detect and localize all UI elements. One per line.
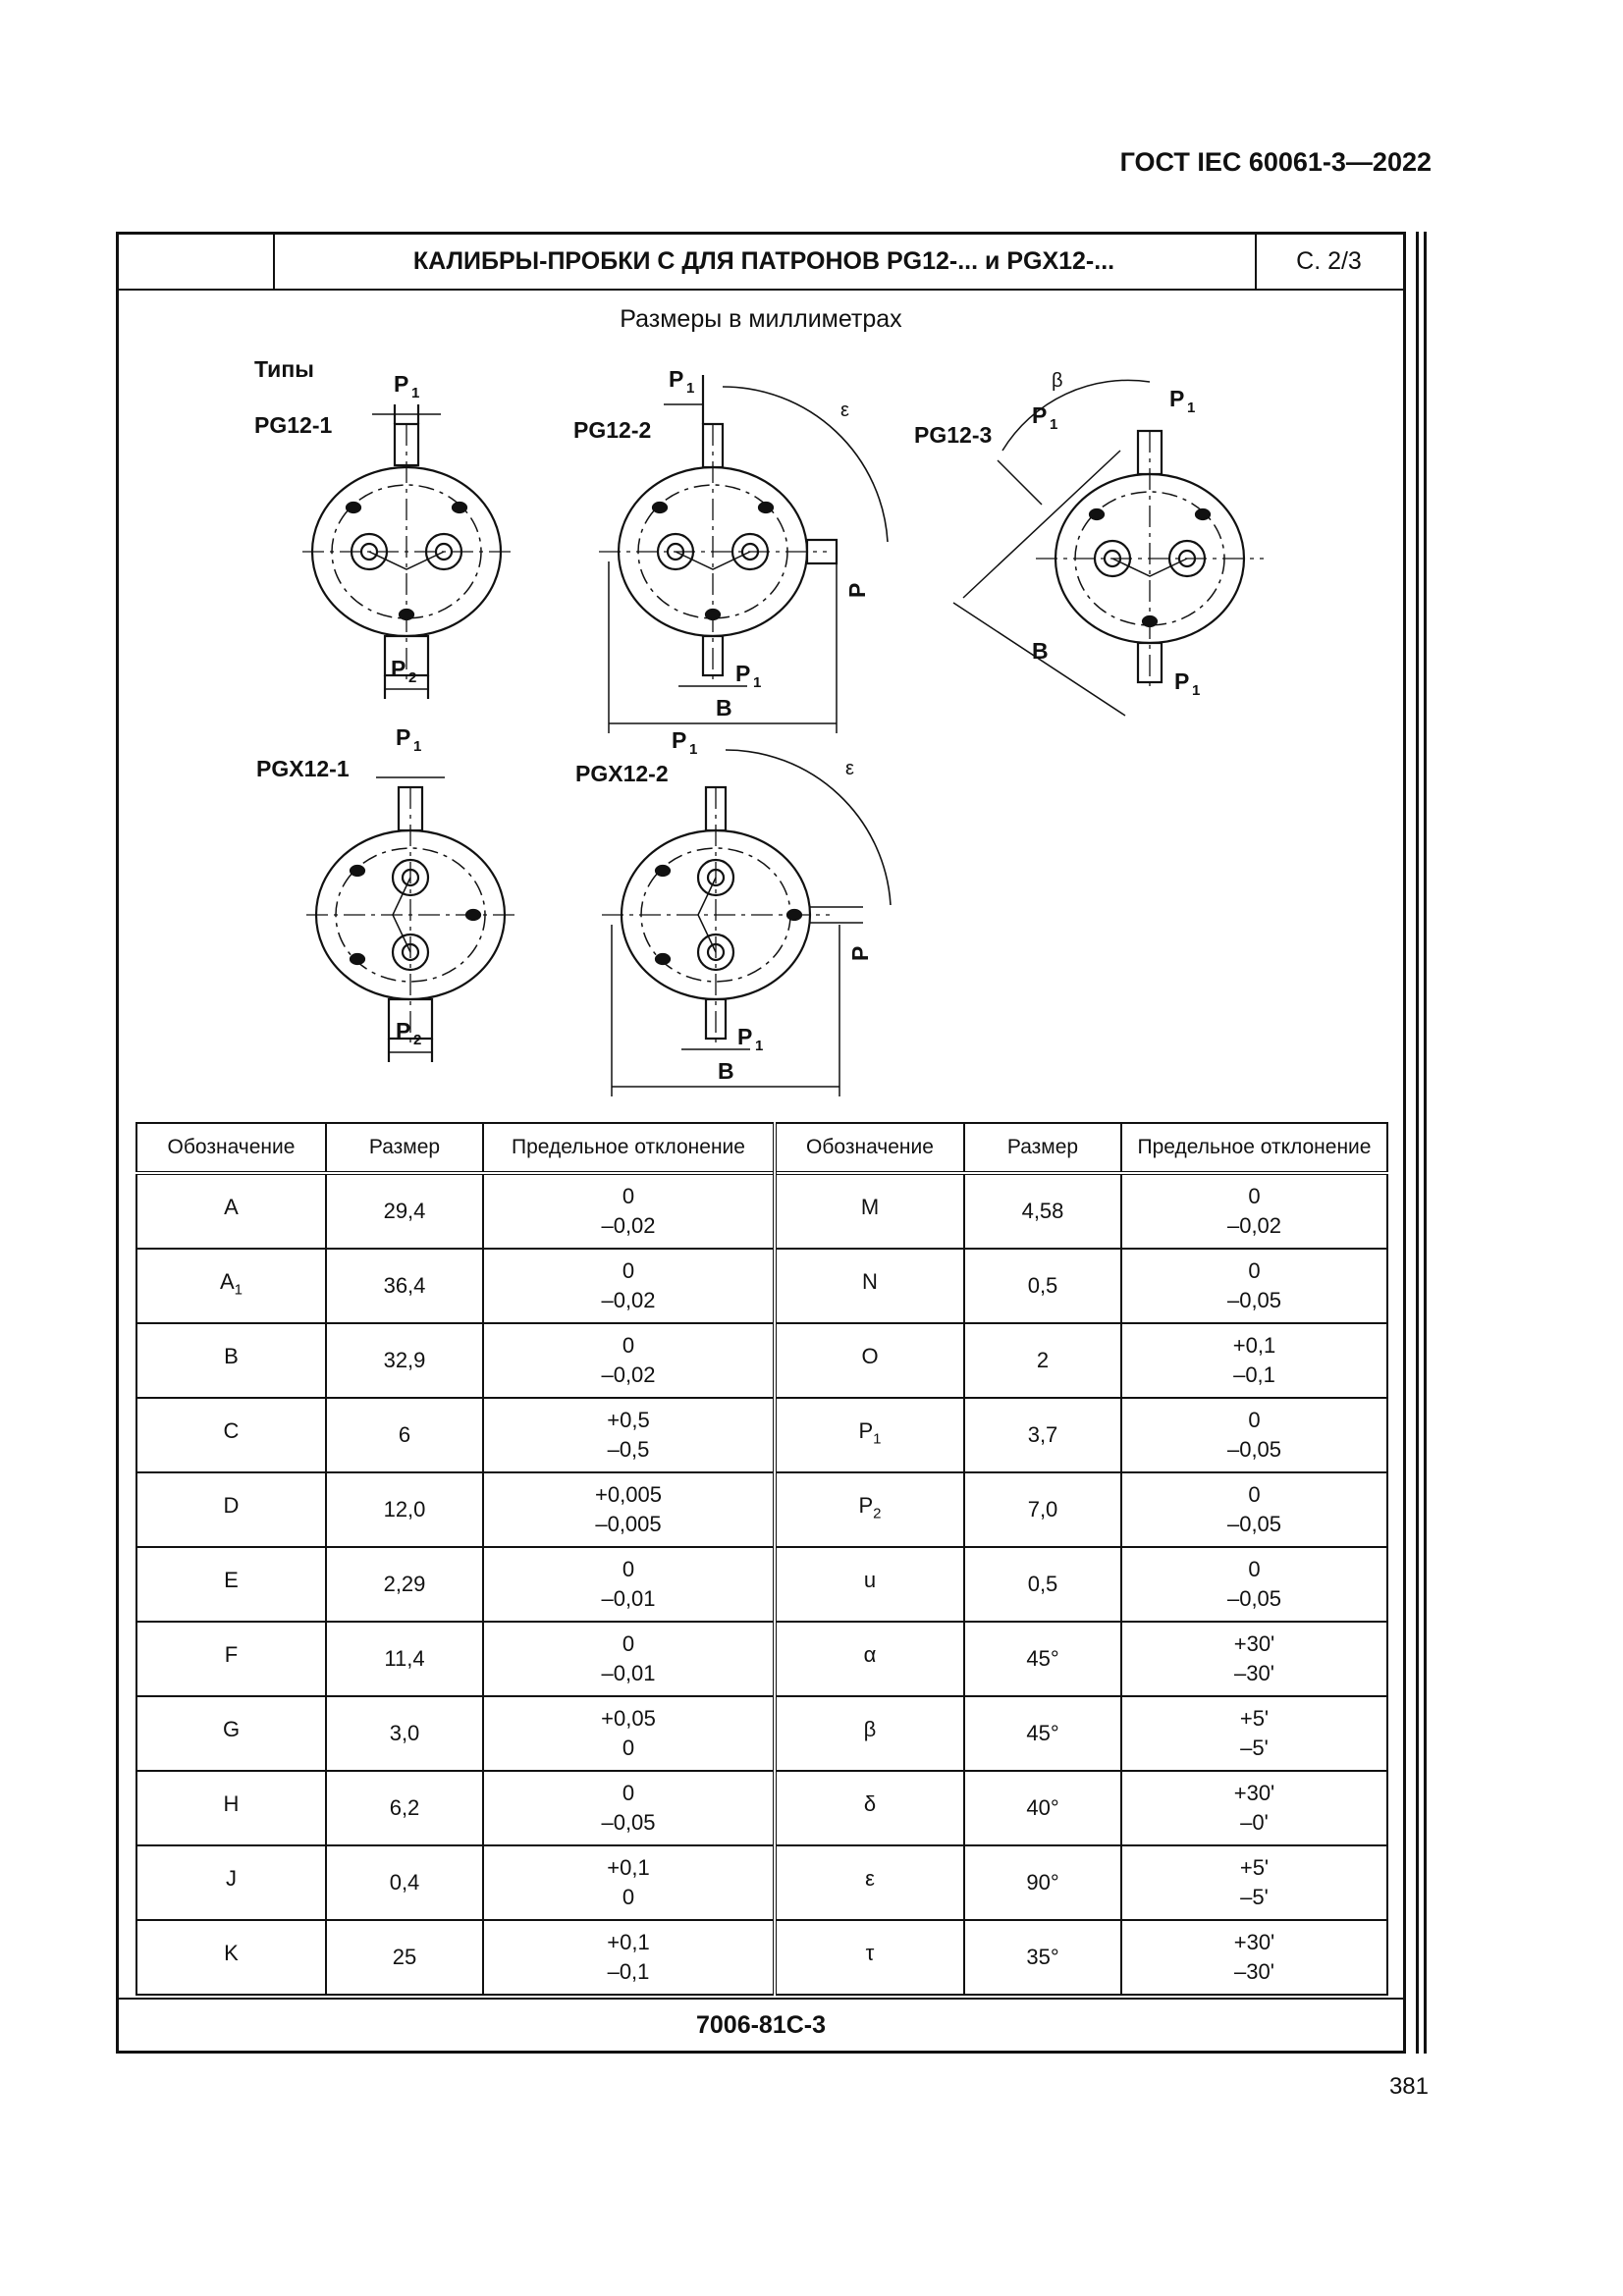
view-label: PGX12-2: [575, 761, 669, 786]
tolerance-upper: +0,1: [607, 1855, 650, 1880]
tolerance-lower: –0,02: [1226, 1213, 1282, 1238]
dim-subscript: 1: [755, 1038, 764, 1054]
sheet-title: КАЛИБРЫ-ПРОБКИ С ДЛЯ ПАТРОНОВ PG12-... и PGX12-...: [273, 235, 1257, 289]
tolerance-lower: 0: [622, 1735, 635, 1760]
margin-rule: [1416, 232, 1419, 2054]
cell-tolerance: [483, 1771, 775, 1845]
designation: E: [224, 1567, 239, 1592]
sheet-frame: [116, 232, 1406, 2054]
table-row: [136, 1323, 1387, 1398]
cell-size: 6: [326, 1398, 483, 1472]
cell-tolerance: [483, 1398, 775, 1472]
tolerance-lower: –0,5: [607, 1437, 650, 1462]
dim-subscript: 1: [1050, 416, 1058, 433]
cell-size: 0,5: [964, 1547, 1121, 1622]
cell-tolerance: [1121, 1547, 1387, 1622]
dim-label: P: [396, 724, 411, 750]
cell-designation: [775, 1622, 964, 1696]
designation: A: [224, 1194, 239, 1219]
column-header: Размер: [964, 1123, 1121, 1173]
cell-size: 12,0: [326, 1472, 483, 1547]
table-row: [136, 1249, 1387, 1323]
tolerance-upper: 0: [1248, 1184, 1261, 1208]
cell-designation: [775, 1547, 964, 1622]
designation: B: [224, 1343, 239, 1368]
tolerance-upper: +30': [1233, 1631, 1275, 1656]
table-row: [136, 1771, 1387, 1845]
dim-subscript: 2: [408, 669, 417, 686]
cell-designation: [136, 1547, 326, 1622]
document-code: ГОСТ IEC 60061-3—2022: [1119, 147, 1432, 177]
designation: G: [222, 1716, 241, 1741]
cell-designation: [136, 1323, 326, 1398]
cell-size: 3,7: [964, 1398, 1121, 1472]
designation-subscript: 1: [873, 1430, 882, 1448]
tolerance-upper: 0: [1248, 1557, 1261, 1581]
cell-designation: [136, 1398, 326, 1472]
tolerance-lower: –30': [1234, 1959, 1274, 1984]
cell-size: 0,4: [326, 1845, 483, 1920]
dim-label: P: [396, 1018, 411, 1043]
cell-size: 6,2: [326, 1771, 483, 1845]
dim-label: P: [1174, 668, 1190, 694]
dim-label: B: [1032, 638, 1049, 664]
cell-designation: [136, 1472, 326, 1547]
cell-size: 90°: [964, 1845, 1121, 1920]
column-header: Обозначение: [775, 1123, 964, 1173]
table-row: [136, 1472, 1387, 1547]
cell-tolerance: [483, 1323, 775, 1398]
designation: M: [860, 1194, 880, 1219]
table-row: [136, 1622, 1387, 1696]
dim-label: P: [391, 656, 406, 681]
tolerance-upper: +30': [1233, 1930, 1275, 1954]
column-header: Предельное отклонение: [483, 1123, 775, 1173]
dim-subscript: 2: [413, 1032, 422, 1048]
designation: K: [224, 1940, 239, 1965]
tolerance-lower: –0,05: [1226, 1437, 1282, 1462]
cell-designation: [775, 1920, 964, 1995]
sheet-footer-code: 7006-81C-3: [119, 1998, 1403, 2051]
view-label: PG12-1: [254, 412, 333, 438]
cell-tolerance: [483, 1472, 775, 1547]
designation: ε: [865, 1865, 875, 1891]
types-label: Типы: [254, 356, 314, 382]
cell-size: 2,29: [326, 1547, 483, 1622]
tolerance-lower: –0,02: [601, 1288, 656, 1312]
cell-size: 36,4: [326, 1249, 483, 1323]
dim-label: B: [718, 1058, 734, 1084]
cell-size: 4,58: [964, 1173, 1121, 1249]
cell-tolerance: [483, 1173, 775, 1249]
cell-designation: [775, 1845, 964, 1920]
cell-size: 2: [964, 1323, 1121, 1398]
cell-designation: [136, 1845, 326, 1920]
designation: F: [224, 1641, 239, 1667]
cell-tolerance: [483, 1622, 775, 1696]
dim-label: P: [1169, 386, 1185, 411]
designation: H: [223, 1790, 240, 1816]
designation-subscript: 1: [234, 1281, 243, 1299]
tolerance-upper: +0,1: [1232, 1333, 1276, 1358]
cell-tolerance: [1121, 1622, 1387, 1696]
cell-size: 0,5: [964, 1249, 1121, 1323]
table-row: [136, 1696, 1387, 1771]
tolerance-upper: +0,005: [595, 1482, 662, 1507]
tolerance-lower: –0,05: [1226, 1512, 1282, 1536]
sheet-header: [119, 235, 1403, 291]
sheet-page: С. 2/3: [1296, 247, 1362, 275]
dim-label: B: [716, 695, 732, 721]
cell-designation: [136, 1920, 326, 1995]
view-label: PG12-3: [914, 422, 993, 448]
designation: P: [858, 1492, 874, 1518]
angle-label: ε: [840, 400, 849, 421]
tolerance-lower: –0,01: [601, 1586, 656, 1611]
tolerance-upper: 0: [1248, 1258, 1261, 1283]
table-row: [136, 1920, 1387, 1995]
cell-designation: [136, 1771, 326, 1845]
tolerance-lower: –0,05: [1226, 1288, 1282, 1312]
tolerance-lower: –0,02: [601, 1213, 656, 1238]
cell-tolerance: [1121, 1696, 1387, 1771]
designation: O: [861, 1343, 879, 1368]
table-row: [136, 1398, 1387, 1472]
tolerance-lower: –0,05: [601, 1810, 656, 1835]
cell-tolerance: [1121, 1845, 1387, 1920]
view-label: PGX12-1: [256, 756, 350, 781]
table-row: [136, 1845, 1387, 1920]
cell-tolerance: [1121, 1920, 1387, 1995]
dim-label: P: [672, 727, 687, 753]
cell-designation: [136, 1249, 326, 1323]
cell-designation: [775, 1249, 964, 1323]
tolerance-upper: 0: [1248, 1408, 1261, 1432]
cell-tolerance: [483, 1547, 775, 1622]
tolerance-upper: +0,5: [607, 1408, 650, 1432]
cell-tolerance: [1121, 1249, 1387, 1323]
cell-designation: [775, 1696, 964, 1771]
designation: P: [858, 1417, 874, 1443]
tolerance-upper: 0: [622, 1258, 635, 1283]
table-header-row: [136, 1123, 1387, 1173]
tolerance-upper: +0,1: [607, 1930, 650, 1954]
designation: δ: [863, 1790, 877, 1816]
angle-label: ε: [845, 758, 854, 779]
tolerance-upper: 0: [622, 1184, 635, 1208]
designation: J: [226, 1865, 237, 1891]
tolerance-upper: +30': [1233, 1781, 1275, 1805]
tolerance-lower: –0,05: [1226, 1586, 1282, 1611]
page-number: 381: [1388, 2073, 1429, 2100]
cell-designation: [775, 1173, 964, 1249]
cell-tolerance: [1121, 1173, 1387, 1249]
dim-subscript: 1: [753, 674, 762, 691]
dim-subscript: 1: [1187, 400, 1196, 416]
cell-size: 45°: [964, 1696, 1121, 1771]
tolerance-lower: –5': [1240, 1885, 1269, 1909]
cell-size: 40°: [964, 1771, 1121, 1845]
tolerance-upper: +0,05: [601, 1706, 656, 1731]
column-header: Предельное отклонение: [1121, 1123, 1387, 1173]
dim-label: P: [669, 366, 684, 392]
cell-designation: [775, 1771, 964, 1845]
designation: τ: [865, 1940, 875, 1965]
cell-tolerance: [483, 1249, 775, 1323]
cell-size: 35°: [964, 1920, 1121, 1995]
designation: D: [223, 1492, 240, 1518]
cell-size: 3,0: [326, 1696, 483, 1771]
units-note: Размеры в миллиметрах: [620, 305, 902, 333]
dim-subscript: 1: [689, 741, 698, 758]
tolerance-lower: –30': [1234, 1661, 1274, 1685]
cell-tolerance: [1121, 1472, 1387, 1547]
cell-designation: [136, 1696, 326, 1771]
column-header: Размер: [326, 1123, 483, 1173]
designation: α: [863, 1641, 877, 1667]
cell-tolerance: [1121, 1771, 1387, 1845]
dim-label: P: [1032, 402, 1048, 428]
designation: u: [863, 1567, 877, 1592]
designation: C: [223, 1417, 240, 1443]
dim-subscript: 1: [411, 385, 420, 401]
cell-designation: [136, 1173, 326, 1249]
tolerance-lower: –0,005: [595, 1512, 662, 1536]
dim-label-rotated: P: [844, 582, 870, 598]
tolerance-lower: –0,1: [1233, 1362, 1275, 1387]
tolerance-upper: 0: [1248, 1482, 1261, 1507]
margin-rule: [1424, 232, 1427, 2054]
dimensions-table: [135, 1122, 1388, 1996]
view-pg12-1: [302, 404, 511, 699]
cell-designation: [136, 1622, 326, 1696]
tolerance-upper: 0: [622, 1631, 635, 1656]
cell-size: 29,4: [326, 1173, 483, 1249]
designation: A: [219, 1268, 235, 1294]
tolerance-upper: 0: [622, 1557, 635, 1581]
cell-tolerance: [1121, 1323, 1387, 1398]
cell-tolerance: [483, 1696, 775, 1771]
cell-size: 32,9: [326, 1323, 483, 1398]
tolerance-upper: +5': [1239, 1706, 1270, 1731]
view-label: PG12-2: [573, 417, 652, 443]
cell-designation: [775, 1398, 964, 1472]
cell-tolerance: [483, 1845, 775, 1920]
cell-size: 45°: [964, 1622, 1121, 1696]
cell-designation: [775, 1323, 964, 1398]
column-header: Обозначение: [136, 1123, 326, 1173]
dim-label: P: [735, 661, 751, 686]
tolerance-upper: 0: [622, 1333, 635, 1358]
cell-size: 11,4: [326, 1622, 483, 1696]
cell-tolerance: [483, 1920, 775, 1995]
cell-designation: [775, 1472, 964, 1547]
dim-label: P: [394, 371, 409, 397]
cell-tolerance: [1121, 1398, 1387, 1472]
designation: N: [862, 1268, 878, 1294]
tolerance-upper: +5': [1239, 1855, 1270, 1880]
tolerance-lower: 0: [622, 1885, 635, 1909]
designation-subscript: 2: [873, 1505, 882, 1522]
designation: β: [863, 1716, 877, 1741]
view-pg12-3: [953, 380, 1264, 716]
tolerance-lower: –0,02: [601, 1362, 656, 1387]
tolerance-lower: –0,1: [607, 1959, 650, 1984]
cell-size: 7,0: [964, 1472, 1121, 1547]
tolerance-upper: 0: [622, 1781, 635, 1805]
angle-label: β: [1052, 370, 1063, 392]
dim-subscript: 1: [1192, 682, 1201, 699]
table-row: [136, 1173, 1387, 1249]
dim-subscript: 1: [686, 380, 695, 397]
tolerance-lower: –0,01: [601, 1661, 656, 1685]
tolerance-lower: –5': [1240, 1735, 1269, 1760]
table-row: [136, 1547, 1387, 1622]
dim-label: P: [737, 1024, 753, 1049]
dim-subscript: 1: [413, 738, 422, 755]
dim-label-rotated: P: [847, 945, 873, 961]
cell-size: 25: [326, 1920, 483, 1995]
tolerance-lower: –0': [1240, 1810, 1269, 1835]
header-blank-cell: [119, 235, 275, 289]
